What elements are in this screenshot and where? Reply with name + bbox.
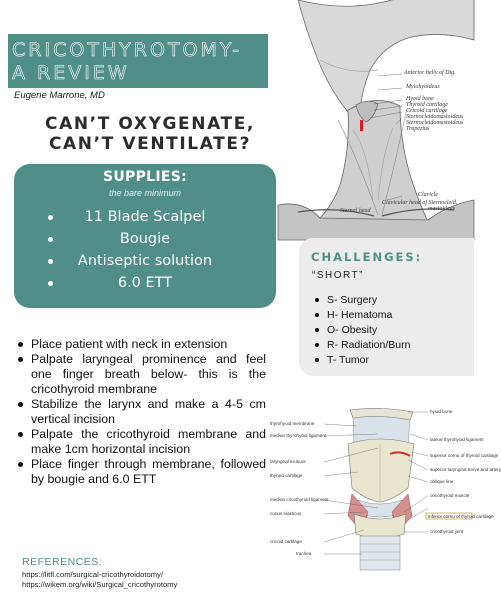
challenges-title: CHALLENGES: (311, 250, 423, 264)
larynx-label: superior laryngeal nerve and artery (430, 467, 501, 472)
larynx-label: median thyrohyoid ligament (270, 433, 327, 438)
challenge-item-label: O- Obesity (327, 324, 378, 336)
neck-label: Clavicle (418, 192, 438, 198)
challenge-item-label: T- Tumor (327, 354, 370, 366)
page-title-line-2: A REVIEW (12, 62, 130, 84)
challenge-item (313, 293, 410, 308)
neck-label: Trapezius (406, 126, 430, 132)
references-title: REFERENCES: (22, 556, 103, 568)
neck-label: Cricoid cartilage (406, 108, 448, 114)
challenge-item (313, 338, 410, 353)
tagline-line-1: CAN’T OXYGENATE, (45, 114, 255, 134)
neck-anatomy-figure (278, 0, 474, 240)
supply-item-label: Bougie (119, 231, 171, 247)
procedure-step-text: Palpate laryngeal prominence and feel one finger breath below- this is the cricothyroid membrane (31, 352, 266, 396)
author: Eugene Marrone, MD (14, 90, 105, 101)
larynx-label: thyrohyoid membrane (270, 421, 315, 426)
larynx-label: cricothyroid muscle (430, 493, 470, 498)
page-title-line-1: CRICOTHYROTOMY- (12, 39, 243, 61)
supply-item (14, 206, 276, 228)
challenge-item-label: S- Surgery (327, 294, 378, 306)
bullet-icon (315, 298, 319, 302)
supply-item-label: Antiseptic solution (77, 253, 213, 269)
supply-item (14, 250, 276, 272)
bullet-icon (48, 281, 53, 286)
procedure-step (14, 337, 266, 352)
larynx-label: conus elasticus (270, 511, 302, 516)
neck-label: Hyoid bone (406, 96, 434, 102)
bullet-icon (315, 313, 319, 317)
challenge-item-label: R- Radiation/Burn (327, 339, 411, 351)
challenge-item (313, 353, 410, 368)
supplies-title: SUPPLIES: (102, 169, 188, 185)
larynx-label: thyroid cartilage (270, 473, 303, 478)
larynx-label: median cricothyroid ligament (270, 497, 329, 502)
bullet-icon (18, 357, 23, 362)
procedure-step (14, 427, 266, 457)
bullet-icon (315, 328, 319, 332)
supplies-subtitle: the bare minimum (108, 188, 182, 198)
supply-item (14, 272, 276, 294)
procedure-step (14, 457, 266, 487)
supplies-list (14, 206, 276, 294)
neck-label: Clavicular head of Sternocleid. (382, 200, 458, 206)
challenge-item (313, 308, 410, 323)
tagline (30, 114, 270, 154)
tagline-line-2: CAN’T VENTILATE? (48, 134, 252, 154)
larynx-label: inferior cornu of thyroid cartilage (428, 514, 494, 519)
bullet-icon (48, 237, 53, 242)
bullet-icon (315, 343, 319, 347)
neck-label: Anterior belly of Dig. (404, 70, 456, 76)
larynx-label: superior cornu of thyroid cartilage (430, 453, 499, 458)
larynx-label: trachea (296, 551, 312, 556)
larynx-illustration (268, 404, 474, 572)
reference-link[interactable]: https://wikem.org/wiki/Surgical_cricothyrotomy (22, 580, 178, 589)
procedure-steps (14, 337, 266, 487)
larynx-label: hyoid bone (430, 409, 453, 414)
supplies-panel (14, 164, 276, 308)
challenges-mnemonic: “SHORT” (312, 270, 364, 281)
neck-label: Sternal head (340, 208, 371, 214)
supply-item-label: 11 Blade Scalpel (84, 209, 206, 225)
procedure-step-text: Place finger through membrane, followed by bougie and 6.0 ETT (31, 457, 266, 486)
neck-label: Thyroid cartilage (406, 102, 448, 108)
neck-label: Sternocleidomastoideus (406, 120, 464, 126)
bullet-icon (18, 462, 23, 467)
neck-label: Mylohyoideus (406, 84, 440, 90)
bullet-icon (48, 215, 53, 220)
larynx-label: cricoid cartilage (270, 539, 302, 544)
larynx-label: lateral thyrohyoid ligament (430, 437, 484, 442)
procedure-step (14, 352, 266, 397)
bullet-icon (18, 342, 23, 347)
procedure-step (14, 397, 266, 427)
incision-mark (360, 120, 363, 131)
neck-label: Sternocleidomastoideus (406, 114, 464, 120)
challenges-list (313, 293, 410, 368)
reference-link[interactable]: https://litfl.com/surgical-cricothyroidotomy/ (22, 570, 163, 579)
neck-label: mastoideus (428, 206, 455, 212)
bullet-icon (48, 259, 53, 264)
supply-item (14, 228, 276, 250)
supply-item-label: 6.0 ETT (117, 275, 173, 291)
larynx-label: cricothyroid joint (430, 529, 464, 534)
procedure-step-text: Place patient with neck in extension (31, 337, 228, 351)
procedure-step-text: Palpate the cricothyroid membrane and make 1cm horizontal incision (31, 427, 266, 456)
bullet-icon (18, 432, 23, 437)
challenges-panel (299, 238, 474, 376)
bullet-icon (315, 358, 319, 362)
procedure-step-text: Stabilize the larynx and make a 4-5 cm vertical incision (31, 397, 266, 426)
larynx-label: laryngeal incisure (270, 459, 306, 464)
bullet-icon (18, 402, 23, 407)
larynx-label: oblique line (430, 479, 454, 484)
larynx-anatomy-figure (268, 404, 501, 572)
challenge-item-label: H- Hematoma (327, 309, 393, 321)
challenge-item (313, 323, 410, 338)
